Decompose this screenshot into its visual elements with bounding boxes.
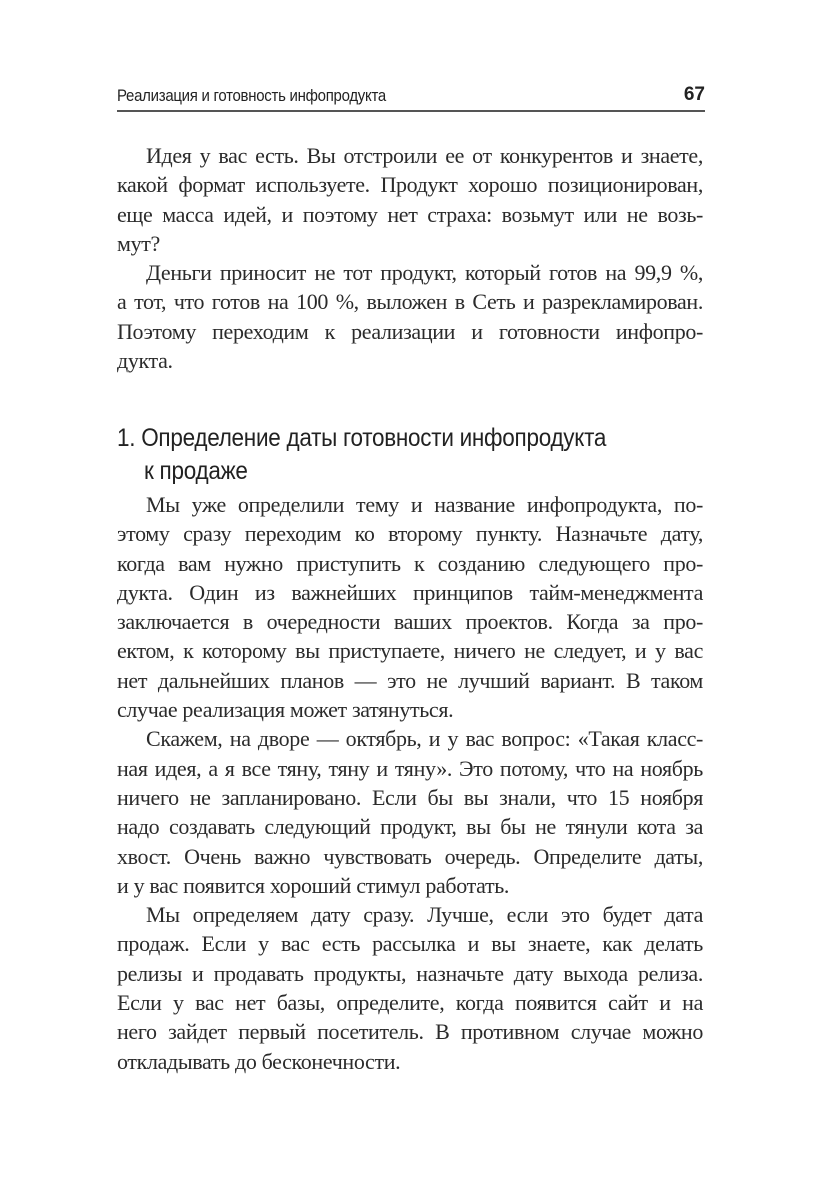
- section-body: [117, 490, 703, 1076]
- text-line: надо создавать следующий продукт, вы бы не тянули кота за: [117, 814, 703, 840]
- text-line: заключается в очередности ваших проектов. Когда за про-: [117, 609, 703, 635]
- section-heading: [117, 422, 703, 488]
- text-line: Деньги приносит не тот продукт, который готов на 99,9 %,: [146, 260, 703, 286]
- paragraph: [117, 141, 703, 258]
- text-line: Идея у вас есть. Вы отстроили ее от конкурентов и знаете,: [146, 143, 703, 168]
- text-line: ектом, к которому вы приступаете, ничего не следует, и у вас: [117, 638, 703, 664]
- section-heading-line: к продаже: [144, 457, 248, 485]
- paragraph: [117, 258, 703, 375]
- text-line: Мы определяем дату сразу. Лучше, если это будет дата: [146, 902, 703, 928]
- intro-text: [117, 141, 703, 375]
- running-header: [117, 80, 705, 112]
- text-line: еще масса идей, и поэтому нет страха: возьмут или не возь-: [117, 201, 703, 227]
- text-line: откладывать до бесконечности.: [117, 1048, 401, 1074]
- text-line: когда вам нужно приступить к созданию следующего про-: [117, 550, 703, 576]
- text-line: Поэтому переходим к реализации и готовности инфопро-: [117, 318, 703, 344]
- text-line: хвост. Очень важно чувствовать очередь. Определите даты,: [117, 843, 703, 869]
- paragraph: [117, 900, 703, 1076]
- text-line: случае реализация может затянуться.: [117, 697, 454, 723]
- page-number: 67: [683, 84, 705, 105]
- section-heading-line: 1. Определение даты готовности инфопродукта: [117, 424, 607, 452]
- running-title: Реализация и готовность инфопродукта: [117, 86, 386, 105]
- text-line: релизы и продавать продукты, назначьте дату выхода релиза.: [117, 960, 703, 986]
- text-line: дукта.: [117, 348, 173, 374]
- paragraph: [117, 724, 703, 900]
- text-line: нет дальнейших планов — это не лучший вариант. В таком: [117, 667, 703, 693]
- text-line: продаж. Если у вас есть рассылка и вы знаете, как делать: [117, 931, 703, 957]
- text-line: и у вас появится хороший стимул работать.: [117, 872, 510, 898]
- text-line: него зайдет первый посетитель. В противном случае можно: [117, 1019, 703, 1045]
- text-line: Скажем, на дворе — октябрь, и у вас вопрос: «Такая класс-: [146, 726, 703, 752]
- text-line: а тот, что готов на 100 %, выложен в Сеть и разрекламирован.: [117, 289, 703, 315]
- paragraph: [117, 490, 703, 724]
- text-line: ничего не запланировано. Если бы вы знали, что 15 ноября: [117, 784, 703, 810]
- text-line: мут?: [117, 230, 160, 256]
- text-line: Мы уже определили тему и название инфопродукта, по-: [146, 492, 703, 517]
- text-line: ная идея, а я все тяну, тяну и тяну». Это потому, что на ноябрь: [117, 755, 703, 781]
- text-line: этому сразу переходим ко второму пункту. Назначьте дату,: [117, 521, 703, 547]
- text-line: дукта. Один из важнейших принципов тайм-менеджмента: [117, 579, 703, 605]
- text-line: Если у вас нет базы, определите, когда появится сайт и на: [117, 990, 703, 1016]
- text-line: какой формат используете. Продукт хорошо позиционирован,: [117, 172, 703, 198]
